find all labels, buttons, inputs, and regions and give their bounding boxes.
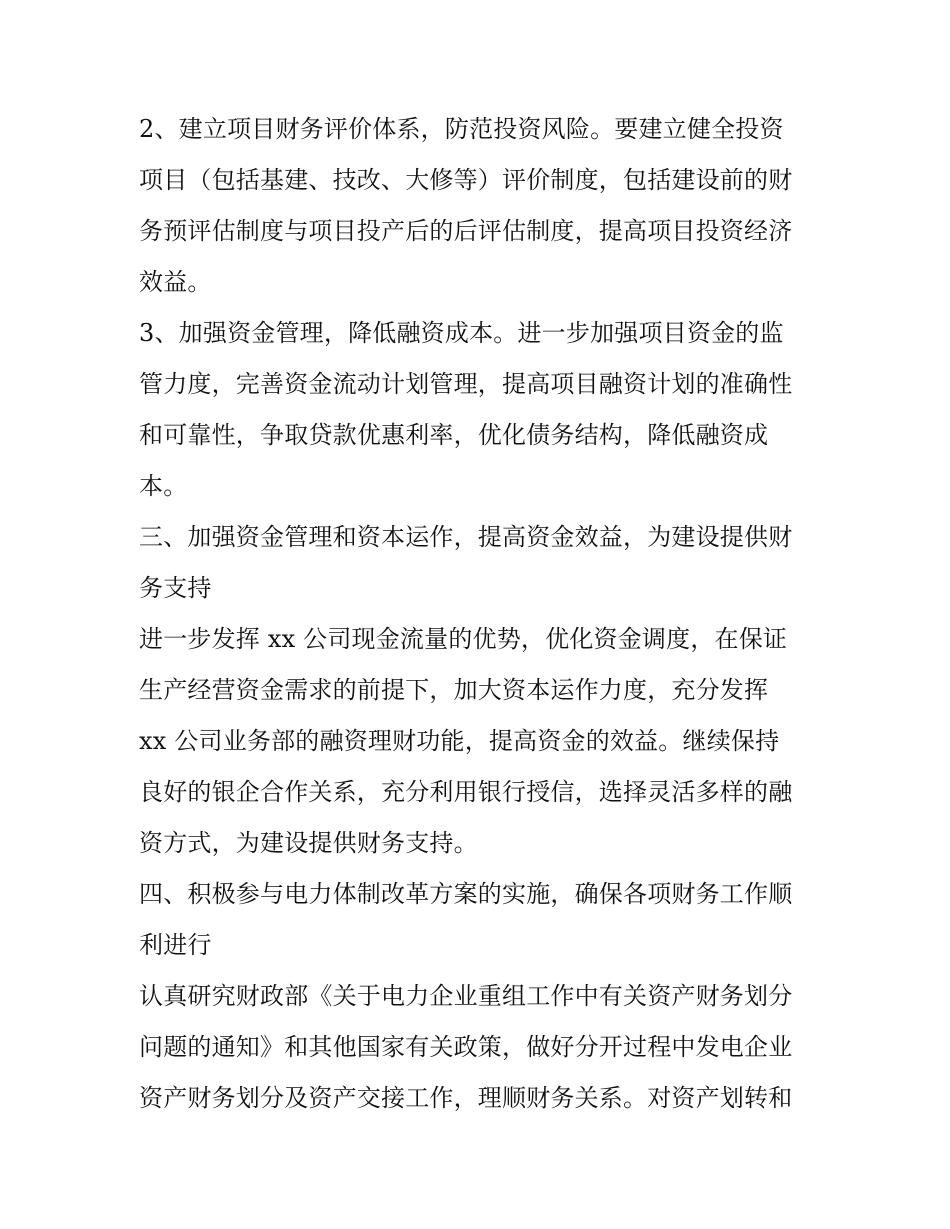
section-heading-line: 四、积极参与电力体制改革方案的实施，确保各项财务工作顺 bbox=[139, 880, 793, 908]
text-line: xx 公司业务部的融资理财功能，提高资金的效益。继续保持 bbox=[139, 727, 780, 755]
text-line: 资产财务划分及资产交接工作，理顺财务关系。对资产划转和 bbox=[139, 1084, 793, 1112]
text-line: 本。 bbox=[139, 472, 188, 500]
text-line: 管力度，完善资金流动计划管理，提高项目融资计划的准确性 bbox=[139, 370, 793, 398]
text-line: 良好的银企合作关系，充分利用银行授信，选择灵活多样的融 bbox=[139, 778, 793, 806]
text-line: 务预评估制度与项目投产后的后评估制度，提高项目投资经济 bbox=[139, 217, 793, 245]
text-line: 认真研究财政部《关于电力企业重组工作中有关资产财务划分 bbox=[139, 982, 793, 1010]
section-heading-line: 务支持 bbox=[139, 574, 212, 602]
text-line: 效益。 bbox=[139, 268, 212, 296]
text-line: 2、建立项目财务评价体系，防范投资风险。要建立健全投资 bbox=[139, 115, 784, 143]
section-heading-line: 利进行 bbox=[139, 931, 212, 959]
text-line: 和可靠性，争取贷款优惠利率，优化债务结构，降低融资成 bbox=[139, 421, 769, 449]
text-line: 生产经营资金需求的前提下，加大资本运作力度，充分发挥 bbox=[139, 676, 769, 704]
document-body bbox=[139, 104, 819, 1124]
section-heading-line: 三、加强资金管理和资本运作，提高资金效益，为建设提供财 bbox=[139, 523, 793, 551]
text-line: 问题的通知》和其他国家有关政策，做好分开过程中发电企业 bbox=[139, 1033, 793, 1061]
text-line: 项目（包括基建、技改、大修等）评价制度，包括建设前的财 bbox=[139, 166, 793, 194]
text-line: 资方式，为建设提供财务支持。 bbox=[139, 829, 478, 857]
text-line: 进一步发挥 xx 公司现金流量的优势，优化资金调度，在保证 bbox=[139, 625, 788, 653]
text-line: 3、加强资金管理，降低融资成本。进一步加强项目资金的监 bbox=[139, 319, 784, 347]
